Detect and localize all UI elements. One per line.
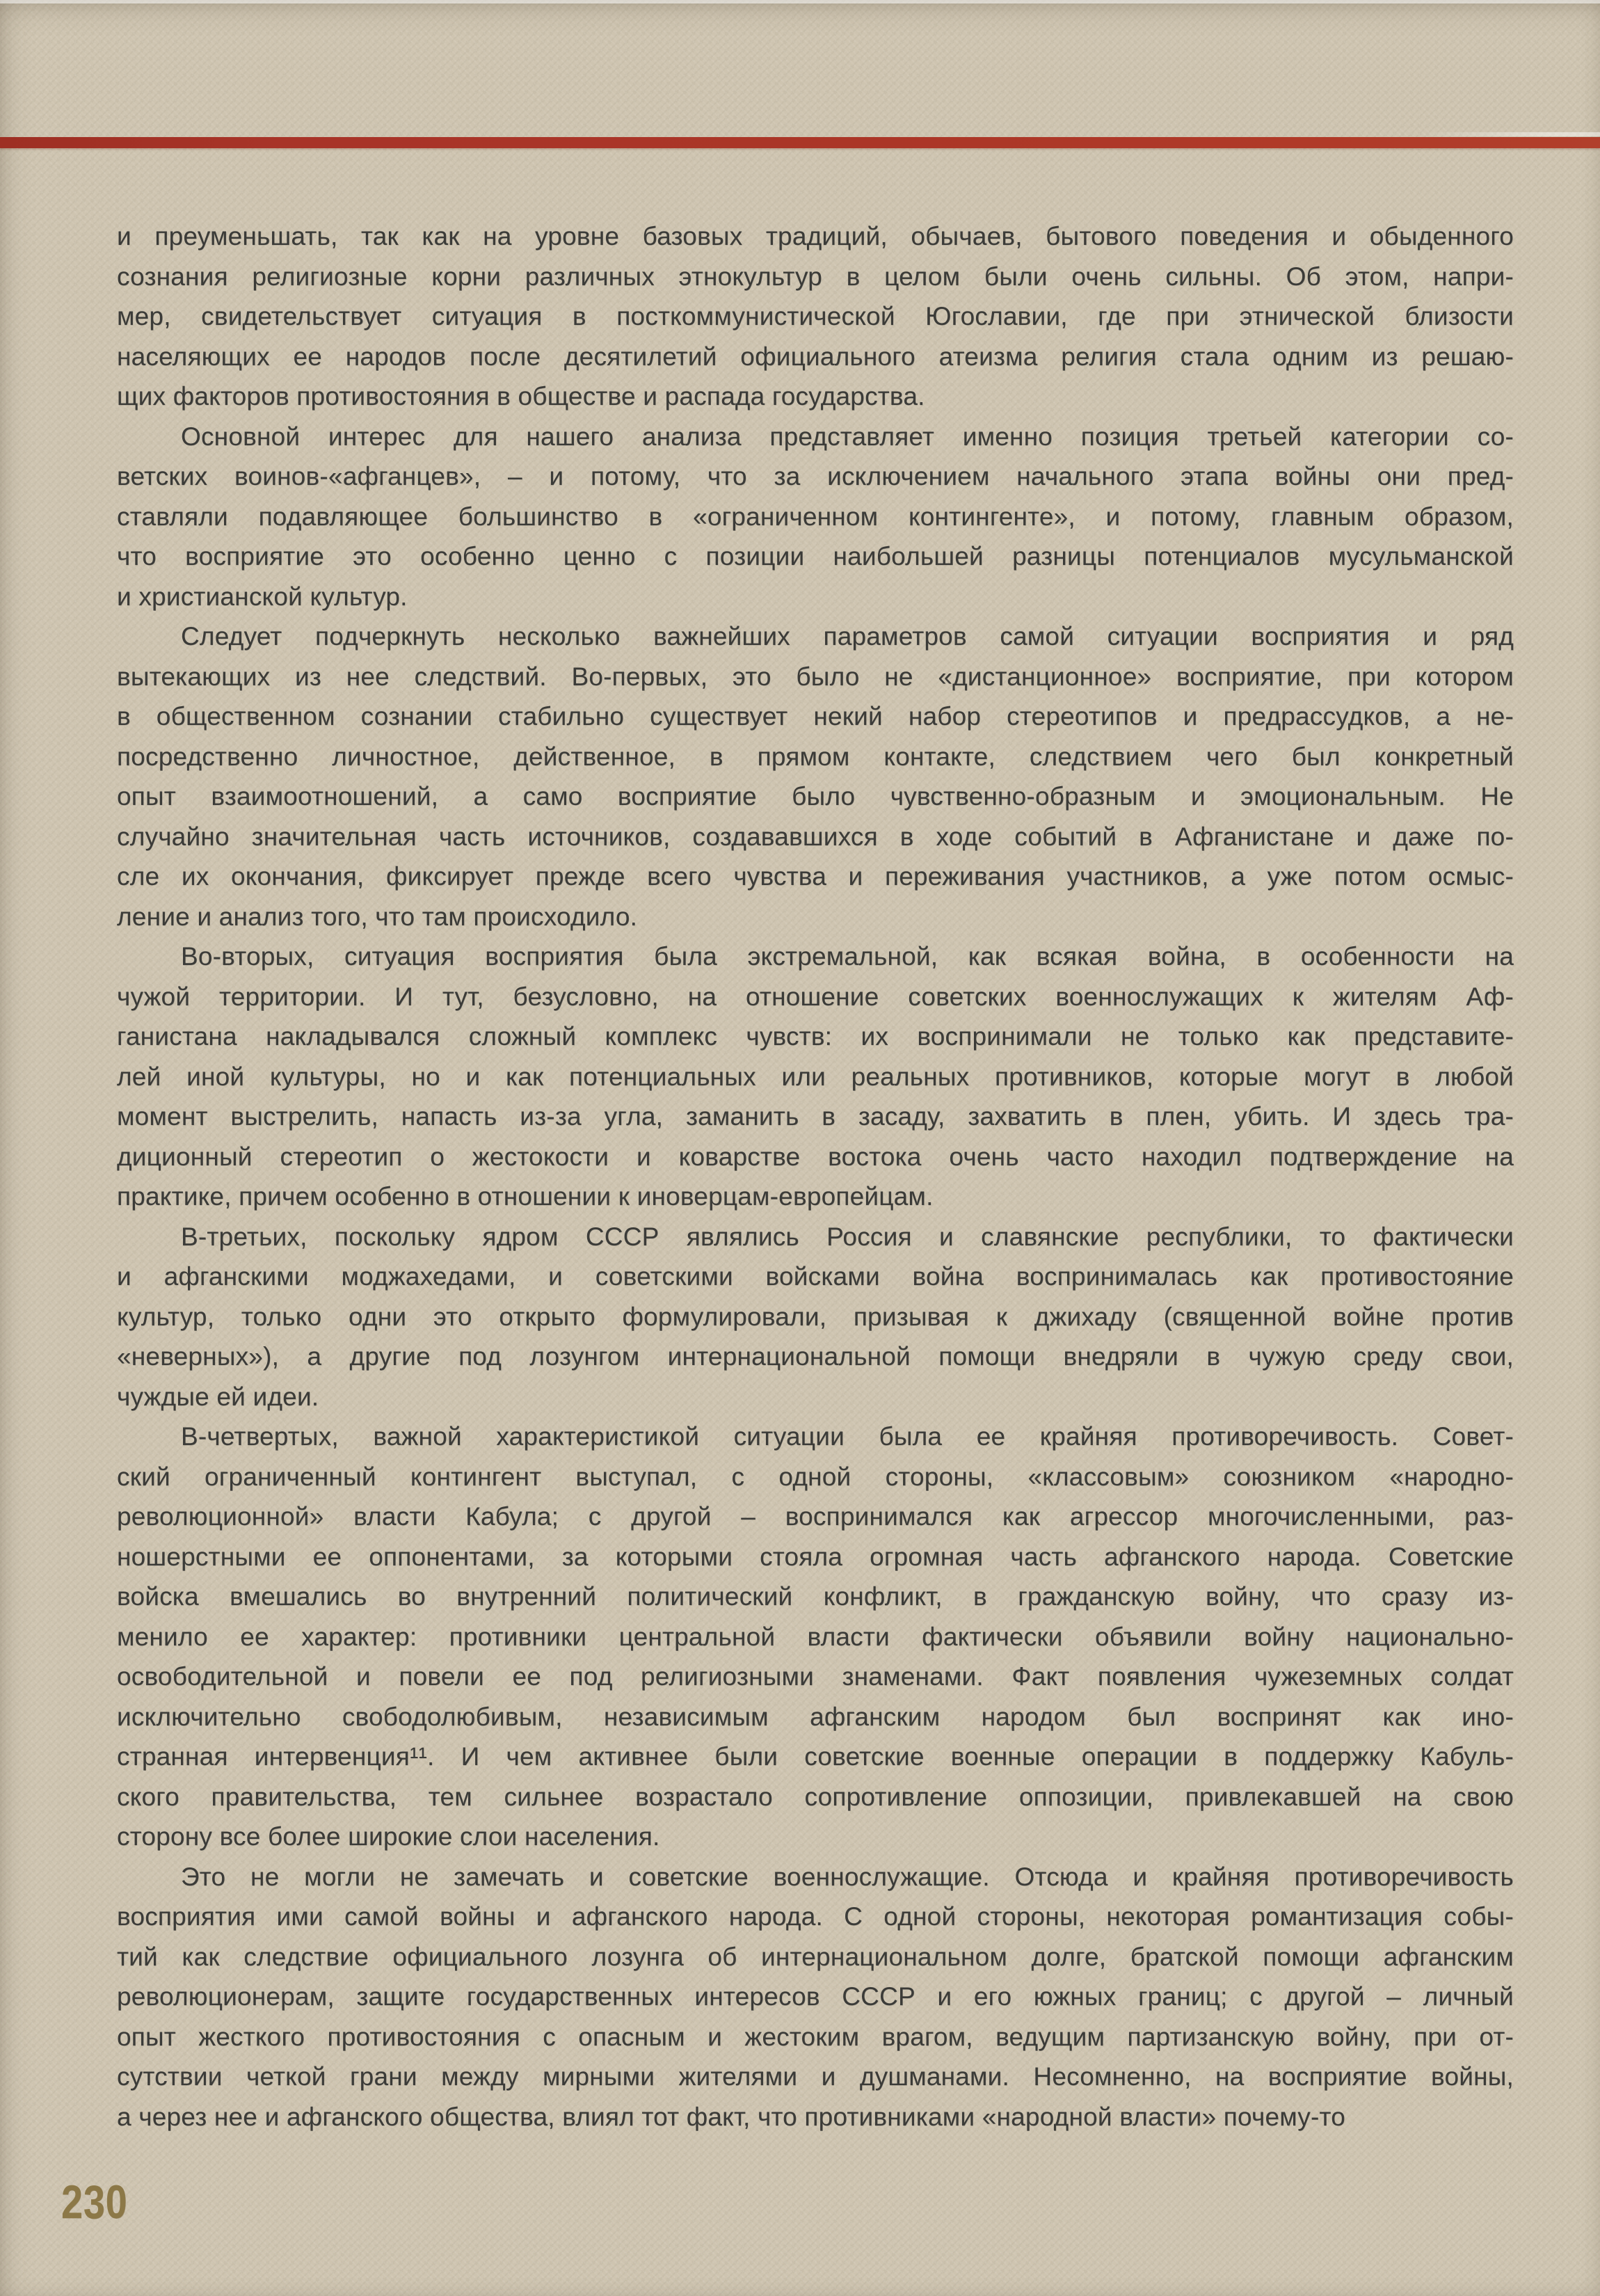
text-line: и преуменьшать, так как на уровне базовых традиций, обычаев, бытового поведения и обыденного xyxy=(117,222,1514,250)
text-line: исключительно свободолюбивым, независимым афганским народом был воспринят как ино- xyxy=(117,1702,1514,1731)
text-line: и христианской культур. xyxy=(117,582,408,611)
text-line: ношерстными ее оппонентами, за которыми стояла огромная часть афганского народа. Советские xyxy=(117,1542,1514,1571)
text-line: посредственно личностное, действенное, в прямом контакте, следствием чего был конкретный xyxy=(117,742,1514,771)
text-line: революционной» власти Кабула; с другой – воспринимался как агрессор многочисленными, раз- xyxy=(117,1502,1514,1531)
text-line: Это не могли не замечать и советские военнослужащие. Отсюда и крайняя противоречивость xyxy=(181,1862,1514,1891)
text-line: «неверных»), а другие под лозунгом интернациональной помощи внедряли в чужую среду свои, xyxy=(117,1342,1514,1371)
text-line: сутствии четкой грани между мирными жителями и душманами. Несомненно, на восприятие войны, xyxy=(117,2062,1514,2091)
text-line: Основной интерес для нашего анализа представляет именно позиция третьей категории со- xyxy=(181,422,1514,451)
text-line: момент выстрелить, напасть из-за угла, заманить в засаду, захватить в плен, убить. И здесь тра- xyxy=(117,1102,1514,1131)
body-text xyxy=(117,216,1514,2137)
text-line: сознания религиозные корни различных этнокультур в целом были очень сильны. Об этом, напри- xyxy=(117,262,1514,291)
text-line: лей иной культуры, но и как потенциальных или реальных противников, которые могут в любой xyxy=(117,1062,1514,1091)
text-line: освободительной и повели ее под религиозными знаменами. Факт появления чужеземных солдат xyxy=(117,1662,1514,1691)
page-number: 230 xyxy=(61,2176,128,2229)
text-line: и афганскими моджахедами, и советскими войсками война воспринималась как противостояние xyxy=(117,1262,1514,1291)
red-divider-rule xyxy=(0,137,1600,148)
text-line: революционерам, защите государственных интересов СССР и его южных границ; с другой – личный xyxy=(117,1982,1514,2011)
text-line: случайно значительная часть источников, создававшихся в ходе событий в Афганистане и даже по- xyxy=(117,822,1514,851)
text-line: ление и анализ того, что там происходило. xyxy=(117,902,638,931)
text-line: культур, только одни это открыто формулировали, призывая к джихаду (священной войне против xyxy=(117,1302,1514,1331)
text-line: менило ее характер: противники центральной власти фактически объявили войну национально- xyxy=(117,1622,1514,1651)
text-line: ставляли подавляющее большинство в «ограниченном контингенте», и потому, главным образом, xyxy=(117,502,1514,531)
text-line: мер, свидетельствует ситуация в посткоммунистической Югославии, где при этнической близости xyxy=(117,302,1514,330)
text-line: ветских воинов-«афганцев», – и потому, что за исключением начального этапа войны они пред- xyxy=(117,462,1514,491)
text-line: ский ограниченный контингент выступал, с одной стороны, «классовым» союзником «народно- xyxy=(117,1462,1514,1491)
text-line: чужой территории. И тут, безусловно, на отношение советских военнослужащих к жителям Аф- xyxy=(117,982,1514,1011)
text-line: населяющих ее народов после десятилетий официального атеизма религия стала одним из решаю- xyxy=(117,342,1514,371)
text-line: Следует подчеркнуть несколько важнейших параметров самой ситуации восприятия и ряд xyxy=(181,622,1514,651)
text-line: сле их окончания, фиксирует прежде всего чувства и переживания участников, а уже потом осмыс- xyxy=(117,862,1514,891)
text-line: тий как следствие официального лозунга об интернациональном долге, братской помощи афганским xyxy=(117,1942,1514,1971)
text-line: вытекающих из нее следствий. Во-первых, это было не «дистанционное» восприятие, при котором xyxy=(117,662,1514,691)
text-line: чуждые ей идеи. xyxy=(117,1382,319,1411)
text-line: восприятия ими самой войны и афганского народа. С одной стороны, некоторая романтизация собы- xyxy=(117,1902,1514,1931)
text-line: ского правительства, тем сильнее возрастало сопротивление оппозиции, привлекавшей на свою xyxy=(117,1782,1514,1811)
text-line: опыт взаимоотношений, а само восприятие было чувственно-образным и эмоциональным. Не xyxy=(117,782,1514,811)
text-line: диционный стереотип о жестокости и коварстве востока очень часто находил подтверждение на xyxy=(117,1142,1514,1171)
text-line: практике, причем особенно в отношении к иноверцам-европейцам. xyxy=(117,1182,934,1211)
text-line: В-четвертых, важной характеристикой ситуации была ее крайняя противоречивость. Совет- xyxy=(181,1422,1514,1451)
text-line: странная интервенция¹¹. И чем активнее были советские военные операции в поддержку Кабуль- xyxy=(117,1742,1514,1771)
text-line: в общественном сознании стабильно существует некий набор стереотипов и предрассудков, а не- xyxy=(117,702,1514,731)
text-line: сторону все более широкие слои населения. xyxy=(117,1822,660,1851)
text-line: В-третьих, поскольку ядром СССР являлись Россия и славянские республики, то фактически xyxy=(181,1222,1514,1251)
text-line: а через нее и афганского общества, влиял тот факт, что противниками «народной власти» почему-то xyxy=(117,2102,1346,2131)
text-line: ганистана накладывался сложный комплекс чувств: их воспринимали не только как представите- xyxy=(117,1022,1514,1051)
text-line: что восприятие это особенно ценно с позиции наибольшей разницы потенциалов мусульманской xyxy=(117,542,1514,571)
text-line: опыт жесткого противостояния с опасным и жестоким врагом, ведущим партизанскую войну, при от- xyxy=(117,2022,1514,2051)
text-line: войска вмешались во внутренний политический конфликт, в гражданскую войну, что сразу из- xyxy=(117,1582,1514,1611)
text-line: щих факторов противостояния в обществе и распада государства. xyxy=(117,382,925,410)
text-line: Во-вторых, ситуация восприятия была экстремальной, как всякая война, в особенности на xyxy=(181,942,1514,971)
